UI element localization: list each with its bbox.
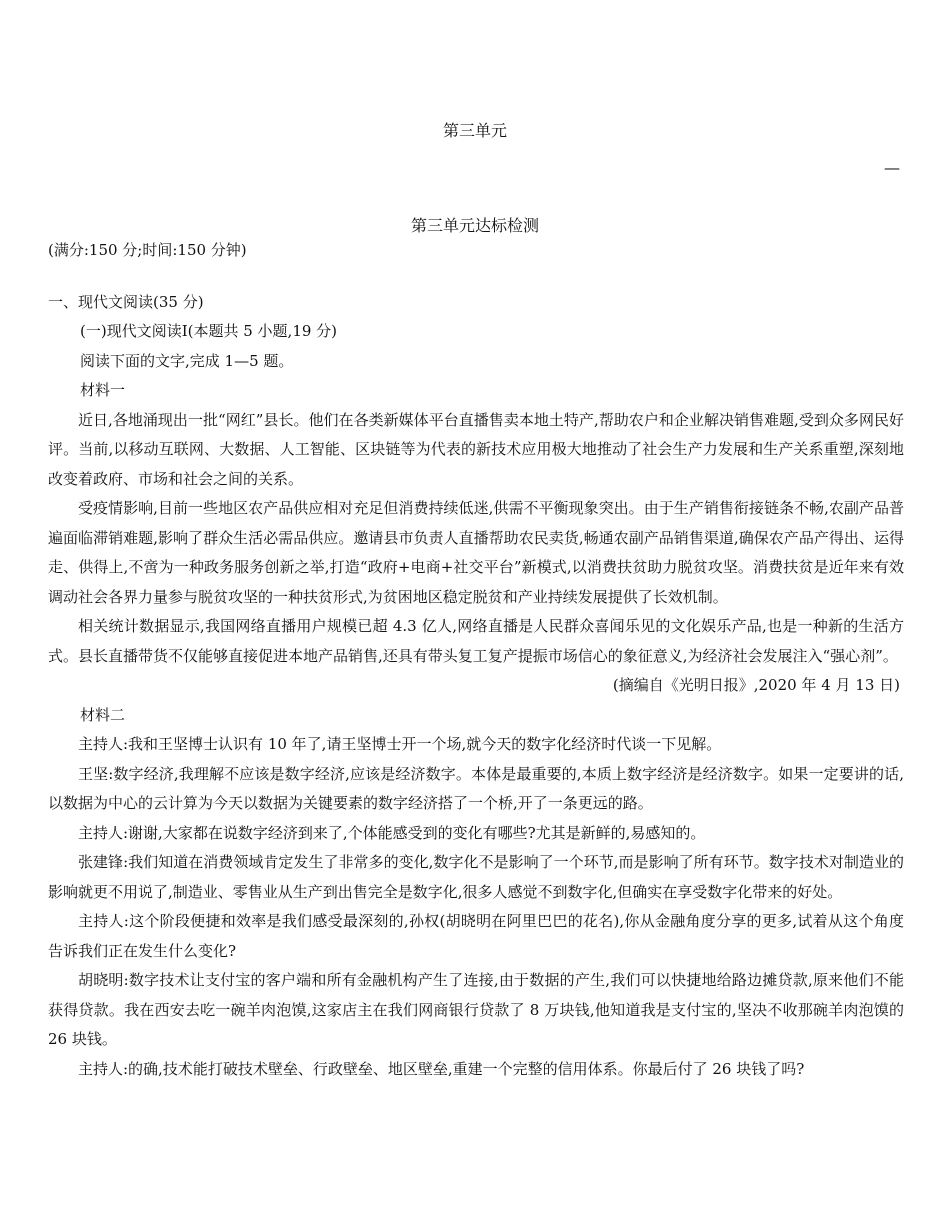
subsection-heading: (一)现代文阅读Ⅰ(本题共 5 小题,19 分) — [80, 322, 338, 340]
section-heading: 一、现代文阅读(35 分) — [48, 292, 204, 311]
document-title: 第三单元达标检测 — [410, 216, 539, 235]
instruction: 阅读下面的文字,完成 1—5 题。 — [80, 351, 294, 370]
paragraph: 主持人:这个阶段便捷和效率是我们感受最深刻的,孙权(胡晓明在阿里巴巴的花名),你从金融角度分享的更多,试着从这个角度告诉我们正在发生什么变化? — [48, 912, 904, 960]
header-dash: — — [884, 158, 900, 177]
source-citation: (摘编自《光明日报》,2020 年 4 月 13 日) — [612, 676, 900, 694]
paragraph: 王坚:数字经济,我理解不应该是数字经济,应该是经济数字。本体是最重要的,本质上数字经济是经济数字。如果一定要讲的话,以数据为中心的云计算为今天以数据为关键要素的数字经济搭了一个桥,开了一条更远的路。 — [48, 764, 904, 812]
paragraph: 主持人:谢谢,大家都在说数字经济到来了,个体能感受到的变化有哪些?尤其是新鲜的,易感知的。 — [78, 823, 706, 842]
paragraph: 主持人:的确,技术能打破技术壁垒、行政壁垒、地区壁垒,重建一个完整的信用体系。你最后付了 26 块钱了吗? — [78, 1059, 805, 1078]
paragraph: 近日,各地涌现出一批“网红”县长。他们在各类新媒体平台直播售卖本地土特产,帮助农户和企业解决销售难题,受到众多网民好评。当前,以移动互联网、大数据、人工智能、区块链等为代表的新技术应用极大地推动了社会生产力发展和生产关系重塑,深刻地改变着政府、市场和社会之间的关系。 — [48, 410, 904, 488]
paragraph: 主持人:我和王坚博士认识有 10 年了,请王坚博士开一个场,就今天的数字化经济时代谈一下见解。 — [78, 735, 722, 753]
document-body — [48, 236, 904, 1084]
material-label: 材料二 — [80, 705, 126, 724]
material-label: 材料一 — [80, 381, 126, 399]
paragraph: 受疫情影响,目前一些地区农产品供应相对充足但消费持续低迷,供需不平衡现象突出。由于生产销售衔接链条不畅,农副产品普遍面临滞销难题,影响了群众生活必需品供应。邀请县市负责人直播帮助农民卖货,畅通农副产品销售渠道,确保农产品产得出、运得走、供得上,不啻为一种政务服务创新之举,打造“政府+电商+社交平台”新模式,以消费扶贫助力脱贫攻坚。消费扶贫是近年来有效调动社会各界力量参与脱贫攻坚的一种扶贫形式,为贫困地区稳定脱贫和产业持续发展提供了长效机制。 — [48, 499, 904, 606]
paragraph: 胡晓明:数字技术让支付宝的客户端和所有金融机构产生了连接,由于数据的产生,我们可以快捷地给路边摊贷款,原来他们不能获得贷款。我在西安去吃一碗羊肉泡馍,这家店主在我们网商银行贷款了 8 万块钱,他知道我是支付宝的,坚决不收那碗羊肉泡馍的 26 块钱。 — [48, 971, 904, 1048]
running-header: 第三单元 — [442, 121, 507, 140]
paragraph: 相关统计数据显示,我国网络直播用户规模已超 4.3 亿人,网络直播是人民群众喜闻乐见的文化娱乐产品,也是一种新的生活方式。县长直播带货不仅能够直接促进本地产品销售,还具有带头复工复产提振市场信心的象征意义,为经济社会发展注入“强心剂”。 — [48, 617, 904, 665]
exam-meta: (满分:150 分;时间:150 分钟) — [48, 241, 247, 259]
paragraph: 张建锋:我们知道在消费领域肯定发生了非常多的变化,数字化不是影响了一个环节,而是影响了所有环节。数字技术对制造业的影响就更不用说了,制造业、零售业从生产到出售完全是数字化,很多人感觉不到数字化,但确实在享受数字化带来的好处。 — [48, 853, 904, 901]
